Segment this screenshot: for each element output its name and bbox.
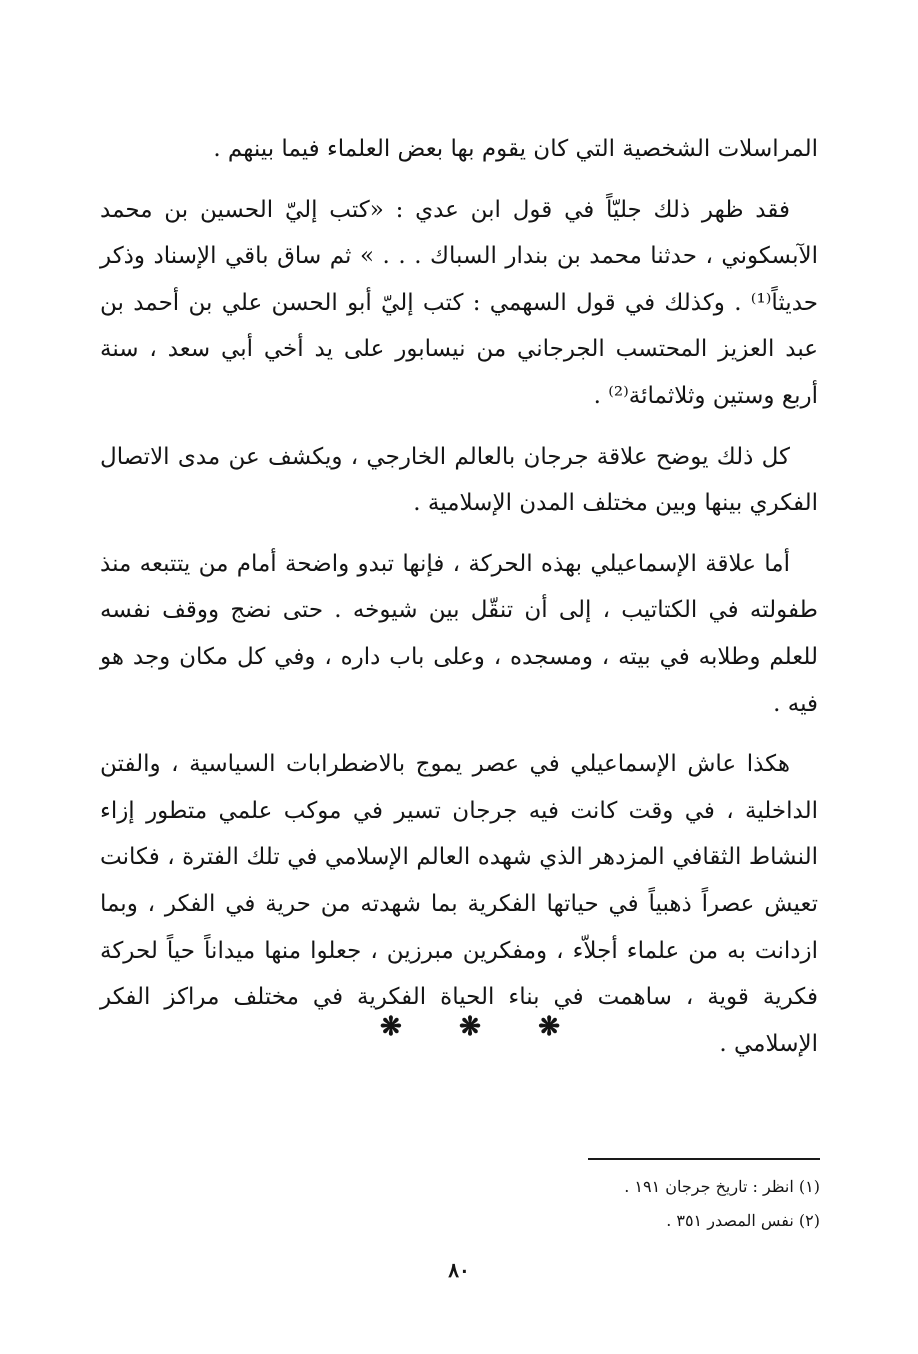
section-separator — [380, 1012, 560, 1042]
footnote-1: (١) انظر : تاريخ جرجان ١٩١ . — [624, 1177, 820, 1196]
main-text — [100, 126, 818, 1081]
footnote-2: (٢) نفس المصدر ٣٥١ . — [666, 1211, 820, 1230]
footnote-divider — [588, 1158, 820, 1160]
asterism-star-icon: ❋ — [538, 1012, 560, 1042]
asterism-star-icon: ❋ — [380, 1012, 402, 1042]
asterism-star-icon: ❋ — [459, 1012, 481, 1042]
paragraph-5: هكذا عاش الإسماعيلي في عصر يموج بالاضطرابات السياسية ، والفتن الداخلية ، في وقت كانت فيه جرجان تسير في موكب علمي متطور إزاء النشاط الثقافي المزدهر الذي شهده العالم الإسلامي في تلك الفترة ، فكانت تعيش عصراً ذهبياً في حياتها الفكرية بما شهدته من حرية في الفكر ، وبما ازدانت به من علماء أجلاّء ، ومفكرين مبرزين ، جعلوا منها ميداناً حياً لحركة فكرية قوية ، ساهمت في بناء الحياة الفكرية في مختلف مراكز الفكر الإسلامي . — [100, 751, 818, 1057]
page-number: ٨٠ — [448, 1258, 470, 1282]
paragraph-1: المراسلات الشخصية التي كان يقوم بها بعض العلماء فيما بينهم . — [213, 136, 818, 162]
footnotes — [320, 1170, 820, 1238]
paragraph-2: فقد ظهر ذلك جليّاً في قول ابن عدي : «كتب إليّ الحسين بن محمد الآبسكوني ، حدثنا محمد بن بندار السباك . . . » ثم ساق باقي الإسناد وذكر حديثاً⁽¹⁾ . وكذلك في قول السهمي : كتب إليّ أبو الحسن علي بن أحمد بن عبد العزيز المحتسب الجرجاني من نيسابور على يد أخي أبي سعد ، سنة أربع وستين وثلاثمائة⁽²⁾ . — [100, 196, 818, 409]
paragraph-4: أما علاقة الإسماعيلي بهذه الحركة ، فإنها تبدو واضحة أمام من يتتبعه منذ طفولته في الكتاتيب ، إلى أن تنقّل بين شيوخه . حتى نضج ووقف نفسه للعلم وطلابه في بيته ، ومسجده ، وعلى باب داره ، وفي كل مكان وجد هو فيه . — [100, 550, 818, 717]
paragraph-3: كل ذلك يوضح علاقة جرجان بالعالم الخارجي ، ويكشف عن مدى الاتصال الفكري بينها وبين مختلف المدن الإسلامية . — [100, 443, 818, 517]
